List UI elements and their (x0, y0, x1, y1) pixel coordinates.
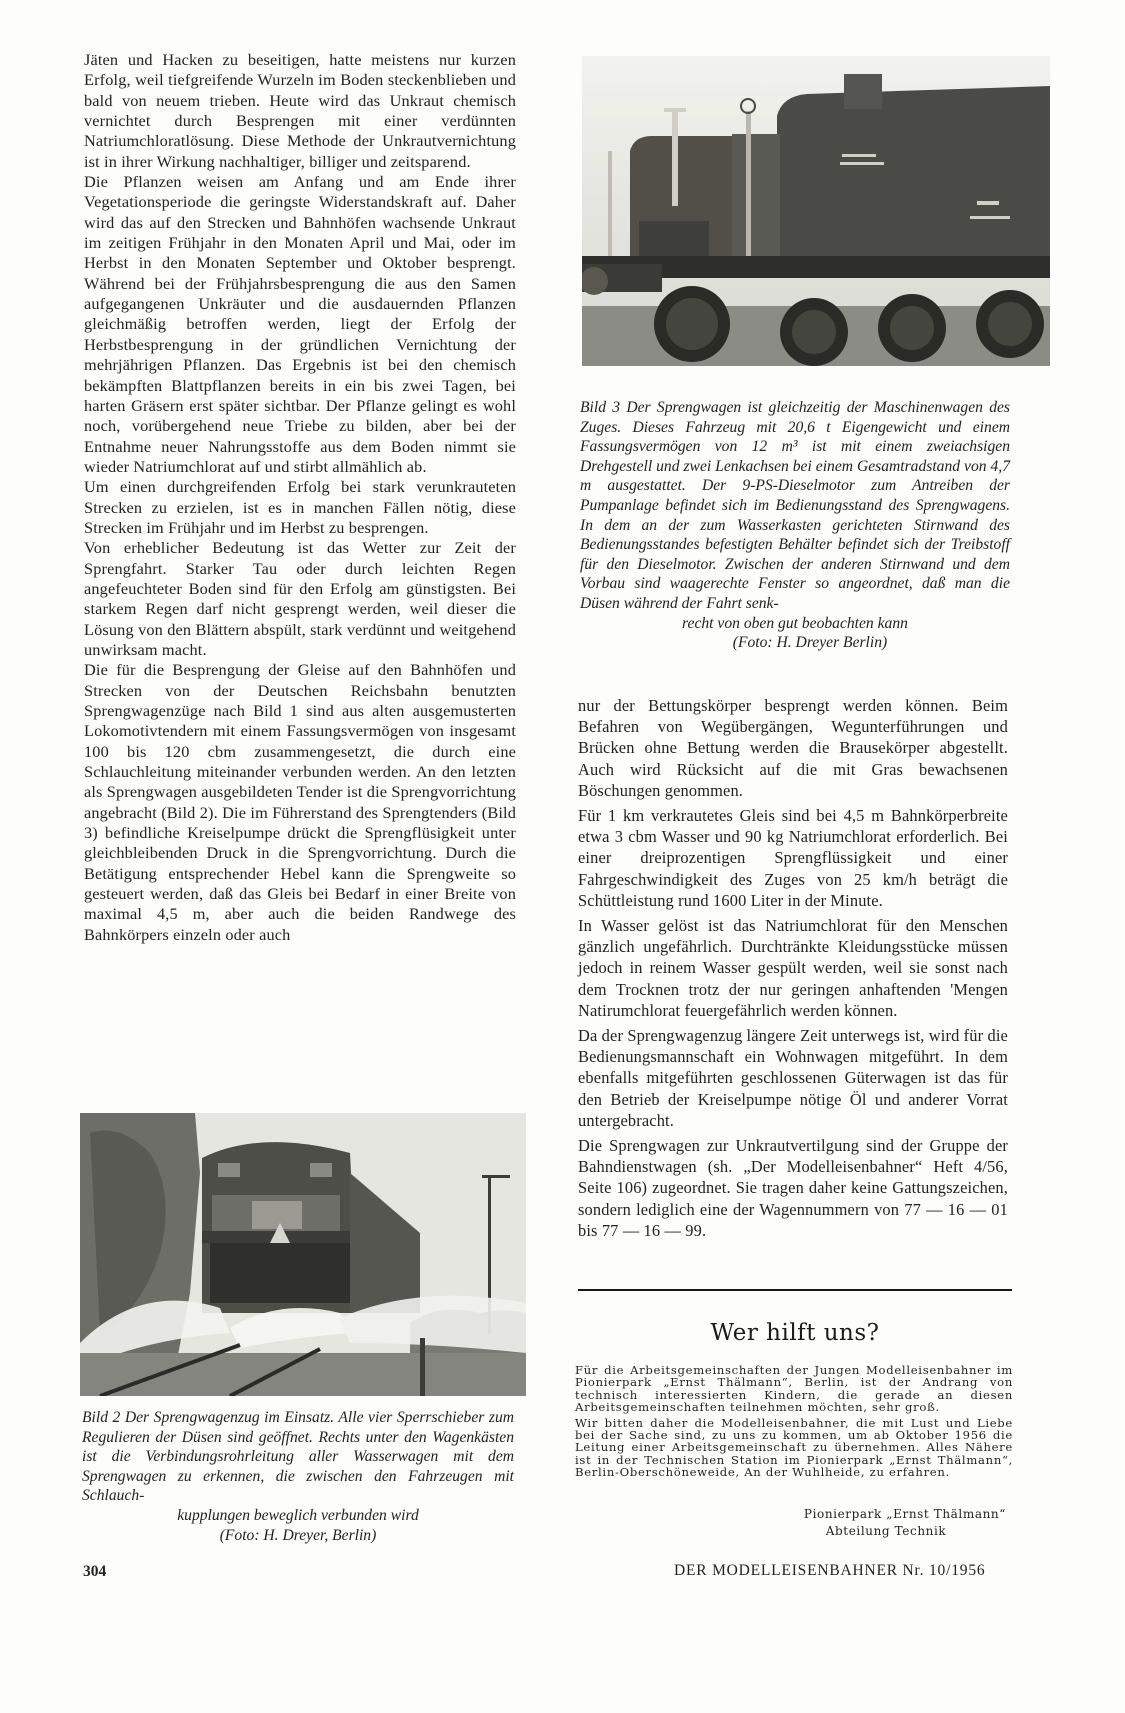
paragraph: Die Sprengwagen zur Unkrautvertilgung sind der Gruppe der Bahndienstwagen (sh. „Der Modelleisenbahner“ Heft 4/56, Seite 106) zugeordnet. Sie tragen daher keine Gattungszeichen, sondern lediglich eine der Wagennummern von 77 — 16 — 01 bis 77 — 16 — 99. (578, 1136, 1008, 1240)
signature-department: Abteilung Technik (825, 1524, 947, 1538)
notice-paragraph: Für die Arbeitsgemeinschaften der Jungen Modelleisenbahner im Pionierpark „Ernst Thälmann“, Berlin, ist der Andrang von technisch interessierten Kindern, die gerade an diesen Arbeitsgemeinschaften teilnehmen möchten, sehr groß. (575, 1363, 1013, 1415)
paragraph: Von erheblicher Bedeutung ist das Wetter zur Zeit der Sprengfahrt. Starker Tau oder durch leichten Regen angefeuchteter Boden sind für den Erfolg am günstigsten. Bei starkem Regen darf nicht gesprengt werden, weil dieser die Lösung von den Blättern abspült, stark verdünnt und weitgehend unwirksam macht. (84, 538, 516, 659)
figure-3-caption (580, 398, 1010, 653)
paragraph: Die für die Besprengung der Gleise auf den Bahnhöfen und Strecken von der Deutschen Reichsbahn benutzten Sprengwagenzüge nach Bild 1 sind aus alten ausgemusterten Lokomotivtendern mit einem Fassungsvermögen von insgesamt 100 bis 120 cbm zusammengesetzt, die durch eine Schlauchleitung miteinander verbunden werden. An den letzten als Sprengwagen ausgebildeten Tender ist die Sprengvorrichtung angebracht (Bild 2). Die im Führerstand des Sprengtenders (Bild 3) befindliche Kreiselpumpe drückt die Sprengflüsigkeit unter gleichbleibenden Druck in die Sprengvorrichtung. Durch die Betätigung entsprechender Hebel kann die Sprengweite so gesteuert werden, daß das Gleis bei Bedarf in einer Breite von maximal 4,5 m, aber auch die beiden Randwege des Bahnkörpers einzeln oder auch (84, 660, 516, 944)
paragraph: In Wasser gelöst ist das Natriumchlorat für den Menschen gänzlich ungefährlich. Durchtränkte Kleidungsstücke müssen jedoch in reinem Wasser gespült werden, weil sie sonst nach dem Trocknen trotz der nur geringen anhaftenden 'Mengen Natirumchlorat feuergefährlich werden können. (578, 916, 1008, 1020)
caption-last-line: recht von oben gut beobachten kann (682, 614, 908, 632)
figure-2-caption (82, 1408, 514, 1545)
figure-3-photo (582, 56, 1050, 366)
spray-wagon-illustration (582, 56, 1050, 366)
paragraph: Da der Sprengwagenzug längere Zeit unterwegs ist, wird für die Bedienungsmannschaft ein Wohnwagen mitgeführt. In dem ebenfalls mitgeführten geschlossenen Güterwagen ist das für den Betrieb der Kreiselpumpe nötige Öl und anderer Vorrat untergebracht. (578, 1026, 1008, 1130)
notice-title: Wer hilft uns? (710, 1320, 880, 1346)
photo-credit: (Foto: H. Dreyer, Berlin) (219, 1526, 377, 1544)
paragraph: Die Pflanzen weisen am Anfang und am Ende ihrer Vegetationsperiode die geringste Widerstandskraft auf. Daher wird das auf den Strecken und Bahnhöfen wachsende Unkraut im zeitigen Frühjahr in den Monaten April und Mai, oder im Herbst in den Monaten September und Oktober besprengt. Während bei der Frühjahrsbesprengung die aus den Samen aufgegangenen Unkräuter und die ausdauernden Pflanzen gleichmäßig betroffen werden, liegt der Erfolg der Herbstbesprengung in der gründlichen Vernichtung der mehrjährigen Pflanzen. Das Ergebnis ist bei den chemisch bekämpften Blattpflanzen bereits in ein bis zwei Tagen, bei harten Gräsern erst später sichtbar. Der Pflanze gelingt es wohl noch, vorübergehend neue Triebe zu bilden, aber bei der Entnahme neuer Nahrungsstoffe aus dem Boden nimmt sie wieder Natriumchlorat auf und stirbt allmählich ab. (84, 172, 516, 476)
running-footer: DER MODELLEISENBAHNER Nr. 10/1956 (674, 1562, 986, 1579)
paragraph: Für 1 km verkrautetes Gleis sind bei 4,5 m Bahnkörperbreite etwa 3 cbm Wasser und 90 kg Natriumchlorat erforderlich. Bei einer dreiprozentigen Sprengflüssigkeit und einer Fahrgeschwindigkeit des Zuges von 25 km/h beträgt die Schüttleistung rund 1600 Liter in der Minute. (578, 806, 1008, 910)
spray-train-illustration (80, 1113, 526, 1396)
caption-last-line: kupplungen beweglich verbunden wird (177, 1506, 419, 1524)
notice-signature (760, 1506, 1012, 1540)
notice-text (575, 1364, 1013, 1482)
page-number: 304 (83, 1563, 107, 1580)
left-column-text (84, 50, 516, 945)
right-column-text (578, 695, 1008, 1245)
caption-text: Bild 2 Der Sprengwagenzug im Einsatz. Alle vier Sperrschieber zum Regulieren der Düsen sind geöffnet. Rechts unter den Wagenkästen ist die Verbindungsrohrleitung aller Wasserwagen mit dem Sprengwagen zu erkennen, die zwischen den Fahrzeugen mit Schlauch- (82, 1409, 514, 1505)
paragraph: Um einen durchgreifenden Erfolg bei stark verunkrauteten Strecken zu erzielen, ist es in manchen Fällen nötig, diese Strecken im Frühjahr und im Herbst zu besprengen. (84, 477, 516, 537)
paragraph: nur der Bettungskörper besprengt werden können. Beim Befahren von Wegübergängen, Wegunterführungen und Brücken ohne Bettung werden die Brausekörper abgestellt. Auch wird Rücksicht auf die mit Gras bewachsenen Böschungen genommen. (578, 696, 1008, 800)
paragraph: Jäten und Hacken zu beseitigen, hatte meistens nur kurzen Erfolg, weil tiefgreifende Wurzeln im Boden steckenblieben und bald von neuem trieben. Heute wird das Unkraut chemisch vernichtet durch Besprengen mit einer verdünnten Natriumchloratlösung. Diese Methode der Unkrautvernichtung ist in ihrer Wirkung nachhaltiger, billiger und zeitsparend. (84, 50, 516, 171)
notice-paragraph: Wir bitten daher die Modelleisenbahner, die mit Lust und Liebe bei der Sache sind, zu uns zu kommen, um ab Oktober 1956 die Leitung einer Arbeitsgemeinschaft zu übernehmen. Alles Nähere ist in der Technischen Station im Pionierpark „Ernst Thälmann“, Berlin-Oberschöneweide, An der Wuhlheide, zu erfahren. (575, 1415, 1013, 1480)
caption-text: Bild 3 Der Sprengwagen ist gleichzeitig der Maschinenwagen des Zuges. Dieses Fahrzeug mit 20,6 t Eigengewicht und einem Fassungsvermögen von 12 m³ ist mit einem zweiachsigen Drehgestell und zwei Lenkachsen bei einem Gesamtradstand von 4,7 m ausgestattet. Der 9-PS-Dieselmotor zum Antreiben der Pumpanlage befindet sich im Bedienungsstand des Sprengwagens. In dem an der zum Wasserkasten gerichteten Stirnwand des Bedienungsstandes befestigten Behälter befindet sich der Treibstoff für den Dieselmotor. Zwischen der anderen Stirnwand und dem Vorbau sind waagerechte Fenster so angeordnet, daß man die Düsen während der Fahrt senk- (580, 399, 1010, 612)
photo-credit: (Foto: H. Dreyer Berlin) (732, 634, 888, 652)
figure-2-photo (80, 1113, 526, 1396)
signature-organization: Pionierpark „Ernst Thälmann“ (803, 1507, 1006, 1521)
section-divider (578, 1289, 1012, 1291)
